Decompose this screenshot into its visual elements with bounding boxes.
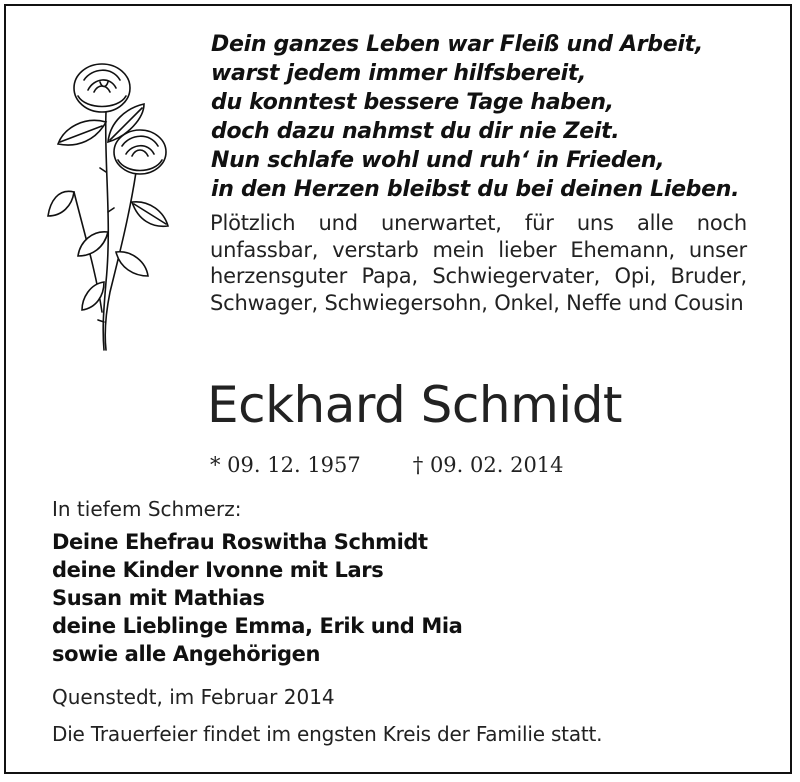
poem-line: du konntest bessere Tage haben, xyxy=(211,90,614,115)
deceased-name: Eckhard Schmidt xyxy=(207,376,623,434)
poem xyxy=(211,30,771,204)
poem-line: Dein ganzes Leben war Fleiß und Arbeit, xyxy=(211,32,703,57)
family-line: deine Kinder Ivonne mit Lars xyxy=(52,558,384,582)
family-list xyxy=(52,528,462,668)
death-date: † 09. 02. 2014 xyxy=(412,453,564,477)
mourning-intro: In tiefem Schmerz: xyxy=(52,497,242,521)
intro-text: Plötzlich und unerwartet, für uns alle noch unfassbar, verstarb mein lieber Ehemann, unser herzensguter Papa, Schwiegervater, Opi, Bruder, Schwager, Schwiegersohn, Onkel, Neffe und Cousin xyxy=(210,211,747,315)
rose-bouquet-icon xyxy=(44,52,180,352)
poem-line: Nun schlafe wohl und ruh‘ in Frieden, xyxy=(211,148,665,173)
life-dates xyxy=(210,450,564,480)
family-line: Deine Ehefrau Roswitha Schmidt xyxy=(52,530,428,554)
birth-date: * 09. 12. 1957 xyxy=(210,453,361,477)
poem-line: warst jedem immer hilfsbereit, xyxy=(211,61,587,86)
family-line: sowie alle Angehörigen xyxy=(52,642,321,666)
funeral-note: Die Trauerfeier findet im engsten Kreis der Familie statt. xyxy=(52,722,603,746)
poem-line: in den Herzen bleibst du bei deinen Lieben. xyxy=(211,177,740,202)
family-line: deine Lieblinge Emma, Erik und Mia xyxy=(52,614,463,638)
family-line: Susan mit Mathias xyxy=(52,586,265,610)
poem-line: doch dazu nahmst du dir nie Zeit. xyxy=(211,119,620,144)
intro-text-block xyxy=(210,210,747,316)
place-date: Quenstedt, im Februar 2014 xyxy=(52,685,335,709)
